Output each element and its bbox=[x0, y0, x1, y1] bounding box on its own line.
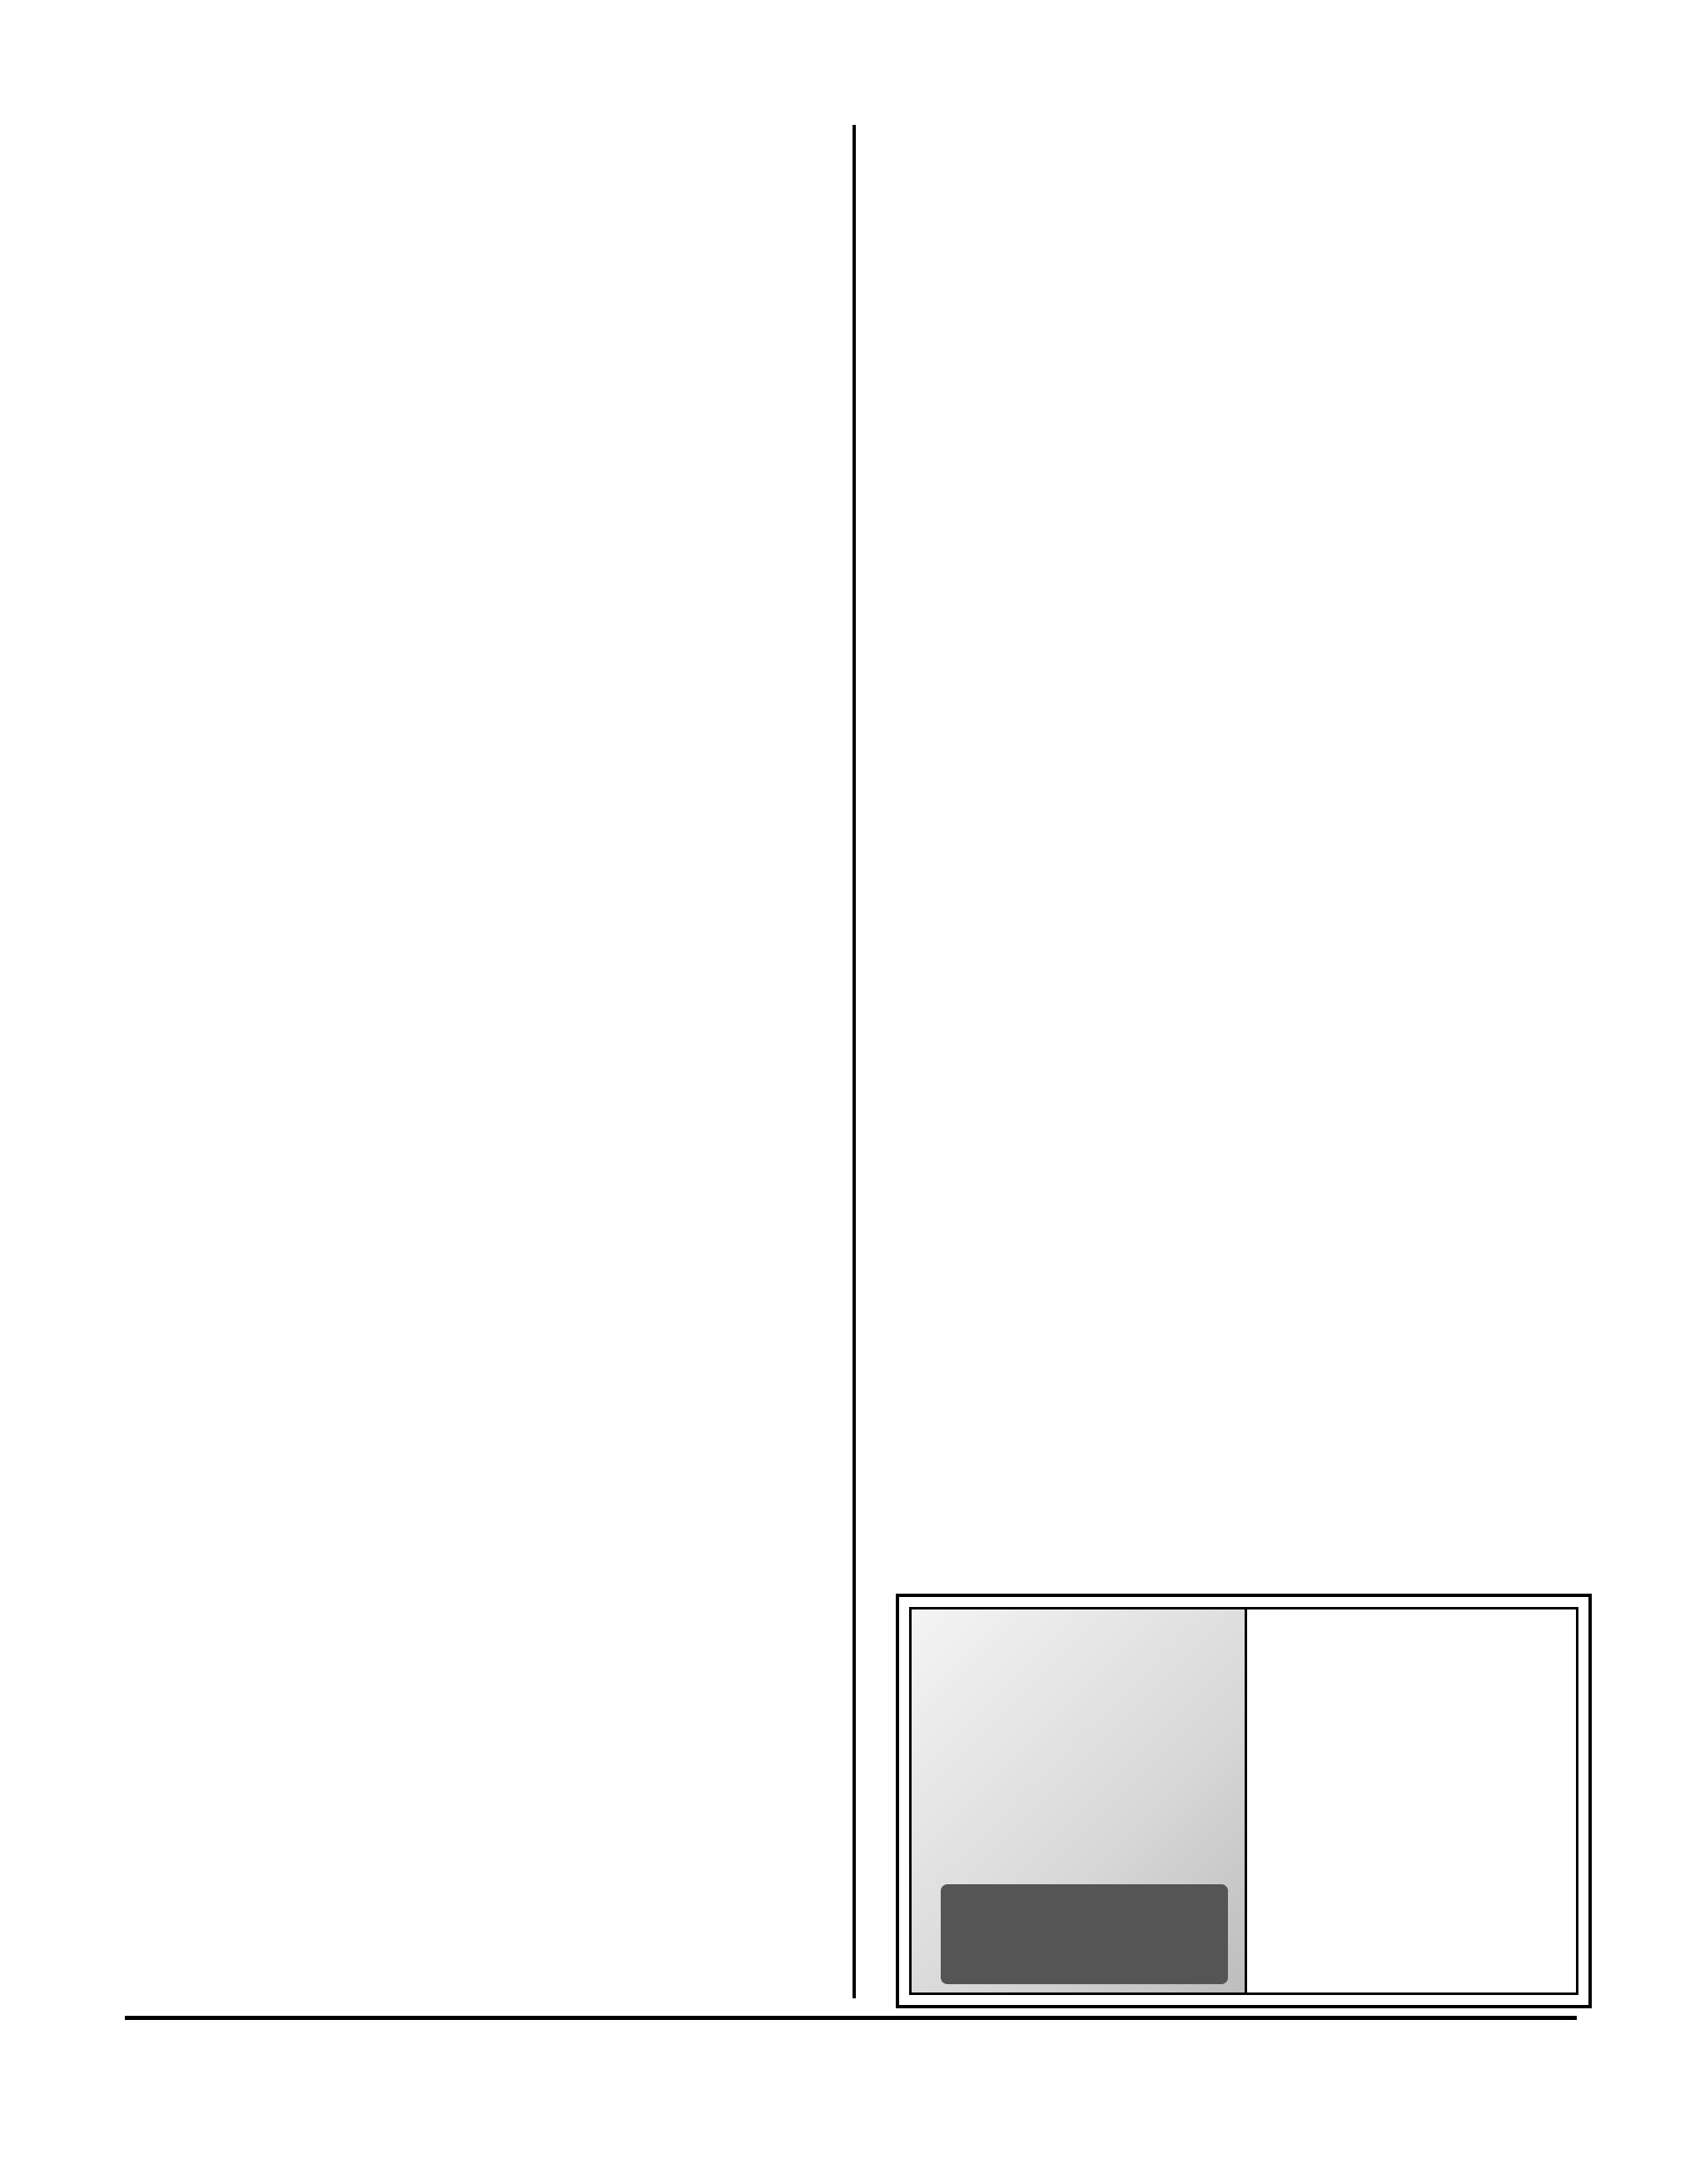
advertisement[interactable] bbox=[896, 1594, 1592, 2008]
ad-description bbox=[1247, 1609, 1576, 1992]
footer-rule bbox=[125, 2016, 1577, 2020]
ad-frame bbox=[909, 1607, 1578, 1995]
column-divider bbox=[852, 125, 856, 1998]
book-audience-box bbox=[941, 1884, 1228, 1984]
book-cover bbox=[912, 1609, 1247, 1992]
